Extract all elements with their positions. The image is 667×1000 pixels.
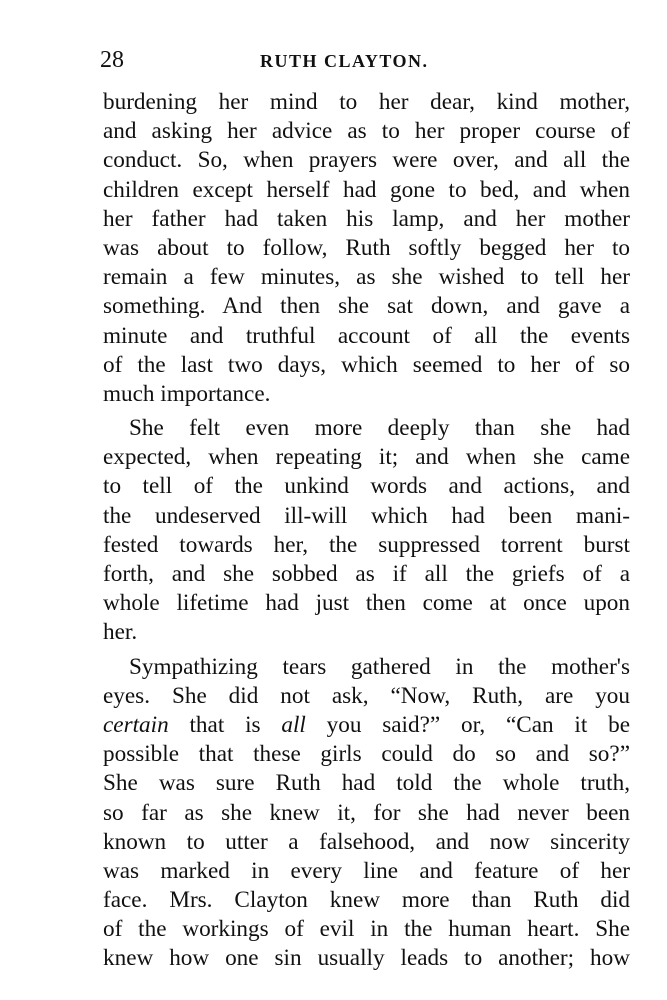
text-line: She was sure Ruth had told the whole truth,: [103, 770, 630, 797]
text-line: minute and truthful account of all the events: [103, 322, 630, 349]
running-title: RUTH CLAYTON.: [260, 51, 429, 71]
text-line: much importance.: [103, 380, 271, 407]
text-line: fested towards her, the suppressed torrent burst: [103, 531, 630, 558]
text-line: expected, when repeating it; and when she came: [103, 444, 630, 471]
text-line: to tell of the unkind words and actions, and: [103, 473, 630, 500]
page-number: 28: [100, 47, 124, 73]
text-line: known to utter a falsehood, and now sincerity: [103, 828, 630, 855]
text-line: and asking her advice as to her proper course of: [103, 118, 630, 145]
text-line: burdening her mind to her dear, kind mother,: [103, 89, 630, 115]
text-line: remain a few minutes, as she wished to tell her: [103, 264, 630, 291]
paragraph: [103, 88, 630, 409]
text-line: was about to follow, Ruth softly begged her to: [103, 234, 630, 261]
text-line: She felt even more deeply than she had: [129, 415, 630, 442]
text-line: face. Mrs. Clayton knew more than Ruth did: [103, 887, 630, 914]
text-line: the undeserved ill-will which had been mani-: [103, 502, 630, 529]
text-line: knew how one sin usually leads to another; how: [103, 945, 630, 972]
running-header: [100, 44, 630, 76]
text-line: of the last two days, which seemed to her of so: [103, 351, 630, 378]
text-line: her.: [103, 619, 138, 646]
text-line: her father had taken his lamp, and her mother: [103, 205, 630, 232]
paragraph: [103, 414, 630, 648]
text-line: Sympathizing tears gathered in the mother's: [129, 653, 630, 680]
text-line: of the workings of evil in the human heart. She: [103, 916, 630, 943]
text-line: was marked in every line and feature of her: [103, 857, 630, 884]
text-line: certain that is all you said?” or, “Can it be: [103, 711, 630, 738]
text-line: whole lifetime had just then come at once upon: [103, 590, 630, 617]
text-line: conduct. So, when prayers were over, and all the: [103, 147, 630, 174]
body-text: [103, 88, 630, 974]
text-line: eyes. She did not ask, “Now, Ruth, are you: [103, 682, 630, 709]
text-line: something. And then she sat down, and gave a: [103, 293, 630, 320]
text-line: possible that these girls could do so and so?”: [103, 741, 630, 768]
text-line: so far as she knew it, for she had never been: [103, 799, 630, 826]
text-line: children except herself had gone to bed, and when: [103, 176, 630, 203]
text-line: forth, and she sobbed as if all the griefs of a: [103, 561, 630, 587]
paragraph: [103, 653, 630, 974]
